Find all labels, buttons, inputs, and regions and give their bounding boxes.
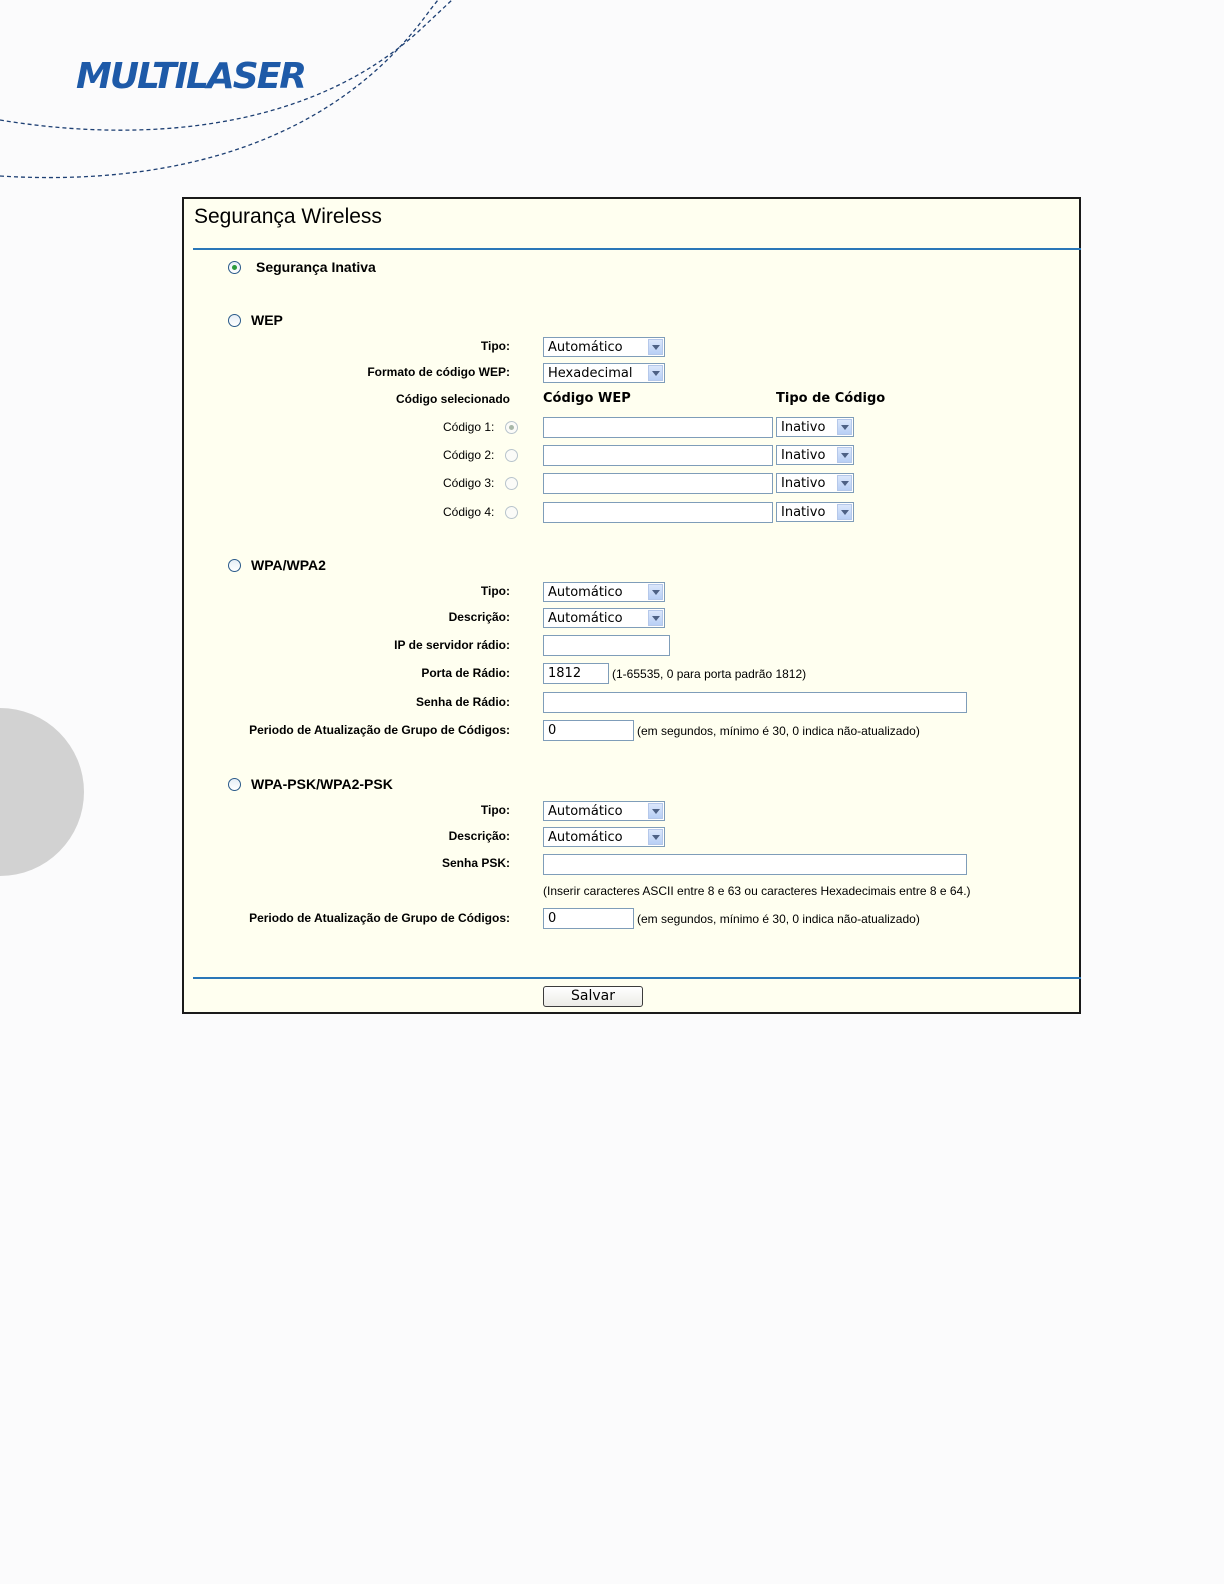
key-1-type-select[interactable] — [776, 417, 854, 437]
radius-pass-label: Senha de Rádio: — [415, 695, 510, 709]
wpa-radio[interactable] — [228, 559, 241, 572]
key-1-type-value: Inativo — [781, 420, 826, 435]
key-4-type-select[interactable] — [776, 502, 854, 522]
wep-key-column-header: Código WEP — [543, 391, 631, 406]
wpa-desc-value: Automático — [548, 611, 623, 626]
save-button[interactable]: Salvar — [543, 986, 643, 1007]
chevron-down-icon — [648, 584, 663, 600]
radius-pass-input[interactable] — [543, 692, 967, 713]
psk-pass-hint: (Inserir caracteres ASCII entre 8 e 63 ou caracteres Hexadecimais entre 8 e 64.) — [543, 884, 971, 898]
chevron-down-icon — [837, 447, 852, 463]
radius-port-hint: (1-65535, 0 para porta padrão 1812) — [612, 667, 807, 681]
wpa-desc-label: Descrição: — [448, 610, 510, 624]
key-type-column-header: Tipo de Código — [776, 391, 886, 406]
chevron-down-icon — [648, 803, 663, 819]
security-off-label: Segurança Inativa — [256, 259, 376, 275]
wpa-label: WPA/WPA2 — [251, 557, 326, 573]
wireless-security-panel — [182, 197, 1081, 1014]
psk-radio[interactable] — [228, 778, 241, 791]
wep-type-select[interactable] — [543, 337, 665, 357]
key-3-type-value: Inativo — [781, 476, 826, 491]
key-2-label: Código 2: — [443, 448, 495, 462]
wep-format-value: Hexadecimal — [548, 366, 633, 381]
page-title: Segurança Wireless — [194, 205, 382, 228]
psk-group-key-hint: (em segundos, mínimo é 30, 0 indica não-atualizado) — [637, 912, 920, 926]
radius-port-label: Porta de Rádio: — [421, 666, 510, 680]
chevron-down-icon — [648, 610, 663, 626]
psk-group-key-input[interactable] — [543, 908, 634, 929]
decorative-dashed-arcs — [0, 0, 1224, 200]
psk-desc-select[interactable] — [543, 827, 665, 847]
psk-desc-value: Automático — [548, 830, 623, 845]
key-2-type-select[interactable] — [776, 445, 854, 465]
key-2-input[interactable] — [543, 445, 773, 466]
wpa-group-key-label: Periodo de Atualização de Grupo de Códigos: — [249, 723, 510, 737]
key-4-input[interactable] — [543, 502, 773, 523]
psk-pass-input[interactable] — [543, 854, 967, 875]
wpa-group-key-input[interactable] — [543, 720, 634, 741]
key-3-input[interactable] — [543, 473, 773, 494]
chevron-down-icon — [837, 419, 852, 435]
psk-type-value: Automático — [548, 804, 623, 819]
bottom-divider — [193, 977, 1081, 979]
key-3-radio[interactable] — [505, 477, 518, 490]
chevron-down-icon — [648, 365, 663, 381]
key-4-label: Código 4: — [443, 505, 495, 519]
psk-group-key-value: 0 — [548, 911, 557, 926]
wep-type-value: Automático — [548, 340, 623, 355]
key-4-type-value: Inativo — [781, 505, 826, 520]
wep-radio[interactable] — [228, 314, 241, 327]
psk-label: WPA-PSK/WPA2-PSK — [251, 776, 393, 792]
wpa-type-label: Tipo: — [480, 584, 510, 598]
chevron-down-icon — [837, 475, 852, 491]
wep-label: WEP — [251, 312, 283, 328]
chevron-down-icon — [648, 829, 663, 845]
psk-desc-label: Descrição: — [448, 829, 510, 843]
key-4-radio[interactable] — [505, 506, 518, 519]
wep-format-select[interactable] — [543, 363, 665, 383]
radius-port-input[interactable] — [543, 663, 609, 684]
key-3-label: Código 3: — [443, 476, 495, 490]
psk-type-label: Tipo: — [480, 803, 510, 817]
top-divider — [193, 248, 1081, 250]
wpa-group-key-hint: (em segundos, mínimo é 30, 0 indica não-atualizado) — [637, 724, 920, 738]
radius-ip-input[interactable] — [543, 635, 670, 656]
chevron-down-icon — [648, 339, 663, 355]
key-1-label: Código 1: — [443, 420, 495, 434]
psk-type-select[interactable] — [543, 801, 665, 821]
key-1-input[interactable] — [543, 417, 773, 438]
psk-pass-label: Senha PSK: — [441, 856, 510, 870]
decorative-circle — [0, 708, 84, 876]
security-off-radio[interactable] — [228, 261, 241, 274]
radius-ip-label: IP de servidor rádio: — [394, 638, 510, 652]
selected-key-label: Código selecionado — [395, 392, 510, 406]
chevron-down-icon — [837, 504, 852, 520]
wpa-type-value: Automático — [548, 585, 623, 600]
wpa-desc-select[interactable] — [543, 608, 665, 628]
wep-format-label: Formato de código WEP: — [367, 365, 510, 379]
wep-type-label: Tipo: — [480, 339, 510, 353]
key-1-radio[interactable] — [505, 421, 518, 434]
radius-port-value: 1812 — [548, 666, 582, 681]
key-3-type-select[interactable] — [776, 473, 854, 493]
wpa-group-key-value: 0 — [548, 723, 557, 738]
key-2-type-value: Inativo — [781, 448, 826, 463]
key-2-radio[interactable] — [505, 449, 518, 462]
wpa-type-select[interactable] — [543, 582, 665, 602]
multilaser-logo: MULTILASER — [76, 56, 306, 97]
psk-group-key-label: Periodo de Atualização de Grupo de Códigos: — [249, 911, 510, 925]
